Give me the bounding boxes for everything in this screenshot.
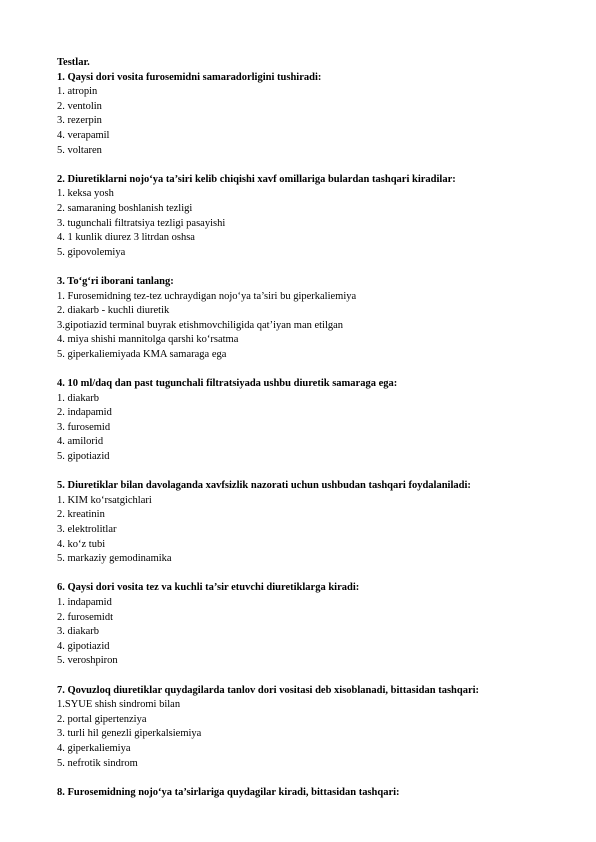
answer-option: 1. atropin xyxy=(57,86,98,98)
answer-option: 2. portal gipertenziya xyxy=(57,713,147,725)
document-page xyxy=(57,56,557,815)
question-list xyxy=(57,71,557,801)
question-text: 4. 10 ml/daq dan past tugunchali filtratsiyada ushbu diuretik samaraga ega: xyxy=(57,378,398,390)
answer-option: 1. Furosemidning tez-tez uchraydigan nojo‘ya ta’siri bu giperkaliemiya xyxy=(57,290,357,302)
question-block xyxy=(57,786,557,801)
answer-option: 2. ventolin xyxy=(57,100,102,112)
answer-option: 1. KIM ko‘rsatgichlari xyxy=(57,494,152,506)
answer-option: 2. furosemidt xyxy=(57,611,113,623)
answer-option: 4. miya shishi mannitolga qarshi ko‘rsatma xyxy=(57,334,239,346)
answer-option: 4. amilorid xyxy=(57,436,104,448)
question-block xyxy=(57,684,557,772)
question-text: 7. Qovuzloq diuretiklar quydagilarda tanlov dori vositasi deb xisoblanadi, bittasidan tashqari: xyxy=(57,684,480,696)
answer-option: 5. giperkaliemiyada KMA samaraga ega xyxy=(57,348,227,360)
answer-option: 3.gipotiazid terminal buyrak etishmovchiligida qat’iyan man etilgan xyxy=(57,319,344,331)
answer-option: 1.SYUE shish sindromi bilan xyxy=(57,699,181,711)
question-block xyxy=(57,71,557,159)
question-text: 8. Furosemidning nojo‘ya ta’sirlariga quydagilar kiradi, bittasidan tashqari: xyxy=(57,786,400,798)
question-text: 2. Diuretiklarni nojo‘ya ta’siri kelib chiqishi xavf omillariga bulardan tashqari kiradilar: xyxy=(57,173,456,185)
answer-option: 1. indapamid xyxy=(57,596,112,608)
answer-option: 3. turli hil genezli giperkalsiemiya xyxy=(57,728,202,740)
answer-option: 5. voltaren xyxy=(57,144,102,156)
answer-option: 2. indapamid xyxy=(57,407,112,419)
answer-option: 4. ko‘z tubi xyxy=(57,538,106,550)
question-text: 5. Diuretiklar bilan davolaganda xavfsizlik nazorati uchun ushbudan tashqari foydalaniladi: xyxy=(57,480,471,492)
answer-option: 5. nefrotik sindrom xyxy=(57,757,138,769)
answer-option: 5. gipotiazid xyxy=(57,451,110,463)
question-text: 1. Qaysi dori vosita furosemidni samaradorligini tushiradi: xyxy=(57,71,322,83)
question-text: 6. Qaysi dori vosita tez va kuchli ta’sir etuvchi diuretiklarga kiradi: xyxy=(57,582,360,594)
document-title: Testlar. xyxy=(57,57,90,68)
answer-option: 5. markaziy gemodinamika xyxy=(57,553,172,565)
answer-option: 3. elektrolitlar xyxy=(57,524,117,535)
answer-option: 1. diakarb xyxy=(57,392,99,404)
answer-option: 2. samaraning boshlanish tezligi xyxy=(57,202,193,214)
question-block xyxy=(57,275,557,363)
question-block xyxy=(57,173,557,261)
question-text: 3. To‘g‘ri iborani tanlang: xyxy=(57,275,174,287)
question-block xyxy=(57,581,557,669)
answer-option: 5. veroshpiron xyxy=(57,655,118,667)
answer-option: 3. tugunchali filtratsiya tezligi pasayishi xyxy=(57,217,226,229)
answer-option: 4. giperkaliemiya xyxy=(57,742,131,754)
answer-option: 2. kreatinin xyxy=(57,509,105,521)
answer-option: 5. gipovolemiya xyxy=(57,246,126,258)
answer-option: 3. rezerpin xyxy=(57,115,102,127)
question-block xyxy=(57,479,557,567)
answer-option: 4. verapamil xyxy=(57,129,110,141)
answer-option: 2. diakarb - kuchli diuretik xyxy=(57,305,170,317)
answer-option: 4. 1 kunlik diurez 3 litrdan oshsa xyxy=(57,232,195,244)
answer-option: 3. furosemid xyxy=(57,421,111,433)
answer-option: 3. diakarb xyxy=(57,626,99,638)
answer-option: 1. keksa yosh xyxy=(57,188,114,200)
question-block xyxy=(57,377,557,465)
answer-option: 4. gipotiazid xyxy=(57,640,110,652)
